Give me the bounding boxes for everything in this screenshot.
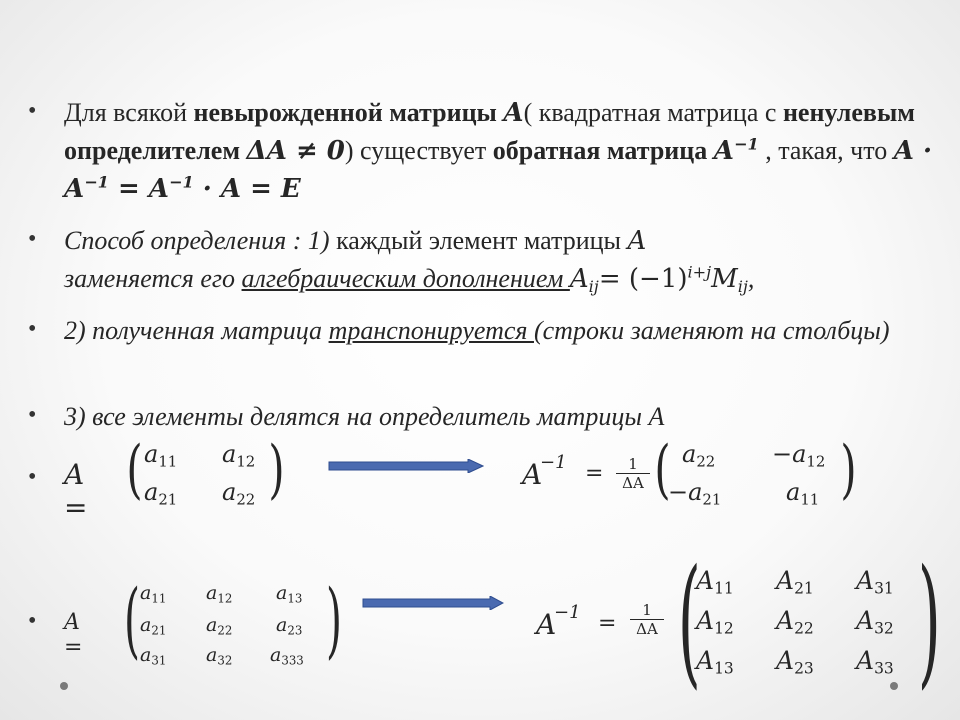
- text: Для всякой: [64, 98, 194, 127]
- matrix-cell: $a_{13}$: [276, 582, 303, 606]
- right-paren: ): [326, 573, 342, 668]
- matrix-cell: $A_{12}$: [696, 606, 734, 638]
- left-paren: (: [126, 433, 143, 507]
- fraction-numerator: 1: [630, 601, 664, 620]
- matrix-cell: $-a_{21}$: [668, 478, 722, 509]
- matrix-cell: $a_{31}$: [140, 644, 167, 668]
- right-paren: ): [840, 433, 857, 507]
- matrix-cell: $a_{12}$: [206, 582, 233, 606]
- bold-term-inverse: обратная матрица: [492, 136, 714, 165]
- matrix-cell: $A_{21}$: [776, 566, 814, 598]
- matrix-cell: $A_{23}$: [776, 646, 814, 678]
- italic-text: Способ определения : 1): [64, 226, 330, 255]
- fraction: [616, 455, 650, 492]
- subscript: ij: [737, 276, 748, 296]
- identity-formula: = A: [108, 174, 169, 204]
- bold-term-nonzero-det: ненулевым определителем: [64, 98, 915, 165]
- matrix-cell: $A_{32}$: [856, 606, 894, 638]
- matrix-cell: $a_{22}$: [206, 614, 233, 638]
- corner-dot-left: [60, 682, 68, 690]
- italic-text: 2) полученная матрица: [64, 316, 329, 345]
- det-condition: ΔA ≠ 0: [246, 136, 345, 166]
- matrix-cell: $a_{23}$: [276, 614, 303, 638]
- left-paren: (: [677, 540, 701, 703]
- bullet-definition: [64, 94, 944, 208]
- matrix-cell: $A_{33}$: [856, 646, 894, 678]
- minor-symbol: M: [711, 264, 738, 294]
- matrix-symbol: A: [713, 136, 734, 166]
- right-paren: ): [917, 540, 941, 703]
- identity-formula: · A = E: [193, 174, 301, 204]
- bullet-method: [64, 222, 944, 298]
- bullet-transpose: [64, 312, 914, 350]
- matrix-cell: $a_{22}$: [222, 478, 256, 509]
- identity-formula: A · A: [64, 136, 933, 204]
- bullet-dot: •: [28, 226, 37, 252]
- matrix-cell: $a_{21}$: [140, 614, 167, 638]
- corner-dot-right: [890, 682, 898, 690]
- text: ( квадратная матрица с: [523, 98, 783, 127]
- italic-text: (строки заменяют на столбцы): [533, 316, 890, 345]
- right-arrow-icon: [328, 459, 484, 473]
- superscript: −1: [84, 172, 109, 192]
- matrix-cell: $-a_{12}$: [772, 440, 826, 471]
- matrix-label: A =: [64, 610, 83, 660]
- matrix-cell: $a_{12}$: [222, 440, 256, 471]
- matrix-cell: $A_{11}$: [696, 566, 734, 598]
- underlined-term-cofactor: алгебраическим дополнением: [241, 264, 570, 293]
- matrix-symbol: A: [627, 226, 647, 256]
- matrix-cell: $a_{11}$: [140, 582, 167, 606]
- bullet-divide: [64, 398, 944, 436]
- matrix-cell: $a_{21}$: [144, 478, 178, 509]
- fraction-denominator: ΔA: [636, 620, 658, 638]
- fraction-denominator: ΔA: [622, 474, 644, 492]
- right-paren: ): [268, 433, 285, 507]
- italic-text: заменяется его: [64, 264, 242, 293]
- matrix-label: A =: [64, 458, 88, 524]
- matrix-cell: $A_{31}$: [856, 566, 894, 598]
- inverse-label: A: [522, 458, 543, 491]
- cofactor-symbol: A: [569, 264, 589, 294]
- left-paren: (: [124, 573, 140, 668]
- underlined-term-transpose: транспонируется: [328, 316, 534, 345]
- bullet-dot: •: [28, 98, 37, 124]
- equals-sign: =: [585, 461, 604, 486]
- inverse-label: A: [536, 608, 557, 641]
- inverse-superscript: −1: [554, 602, 581, 623]
- right-arrow-icon: [362, 596, 504, 610]
- inverse-superscript: −1: [540, 452, 567, 473]
- equals-sign: =: [598, 611, 617, 636]
- superscript: i+j: [687, 262, 712, 282]
- bullet-dot: •: [28, 316, 37, 342]
- matrix-cell: $a_{22}$: [682, 440, 716, 471]
- matrix-symbol: A: [503, 98, 524, 128]
- bullet-dot: •: [28, 402, 37, 428]
- matrix-cell: $a_{32}$: [206, 644, 233, 668]
- italic-text: 3) все элементы делятся на определитель матрицы A: [64, 402, 665, 431]
- text: ,: [747, 264, 755, 293]
- text: каждый элемент матрицы: [329, 226, 628, 255]
- formula: = (−1): [598, 264, 688, 294]
- bold-term-nondegenerate: невырожденной матрицы: [193, 98, 504, 127]
- text: , такая, что: [758, 136, 894, 165]
- matrix-cell: $A_{22}$: [776, 606, 814, 638]
- matrix-cell: $a_{11}$: [786, 478, 820, 509]
- matrix-cell: $a_{333}$: [270, 644, 304, 668]
- matrix-cell: $a_{11}$: [144, 440, 178, 471]
- text: ) существует: [344, 136, 493, 165]
- matrix-cell: $A_{13}$: [696, 646, 734, 678]
- superscript: −1: [168, 172, 194, 192]
- subscript: ij: [588, 276, 599, 296]
- fraction-numerator: 1: [616, 455, 650, 474]
- left-paren: (: [654, 433, 671, 507]
- bullet-dot: •: [28, 608, 37, 634]
- bullet-dot: •: [28, 464, 37, 490]
- fraction: [630, 601, 664, 638]
- superscript: −1: [733, 134, 759, 154]
